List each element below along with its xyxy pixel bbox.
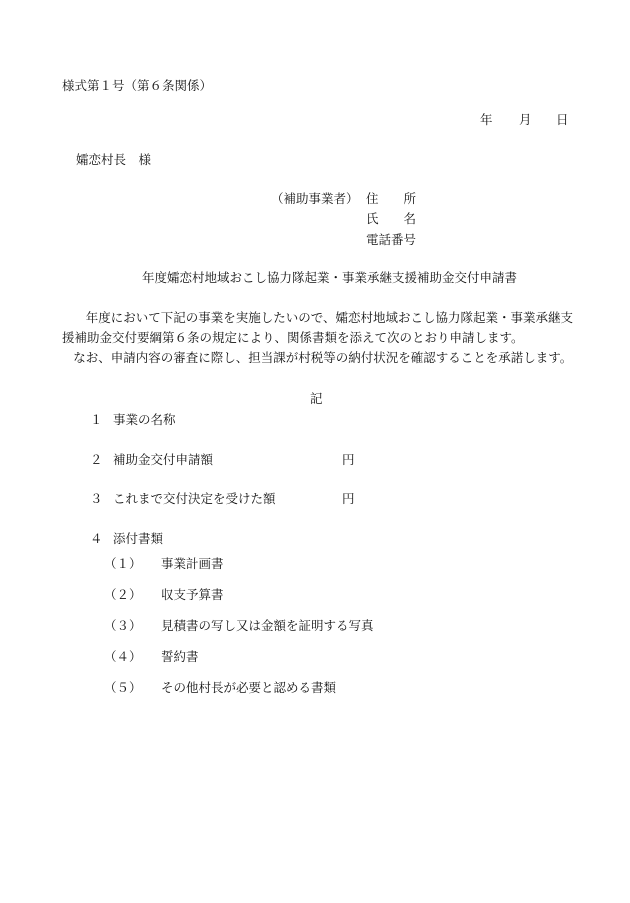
applicant-name-label: 氏 名 [366,211,417,226]
document-title: 年度孀恋村地域おこし協力隊起業・事業承継支援補助金交付申請書 [142,270,518,285]
body-paragraph-2: なお、申請内容の審査に際し、担当課が村税等の納付状況を確認することを承諾します。 [73,350,573,365]
item-label: 補助金交付申請額 [113,452,214,467]
applicant-address-label: 住 所 [366,191,417,206]
attachment-label: 誓約書 [161,649,199,664]
item-label: これまで交付決定を受けた額 [113,491,276,506]
date-year: 年 [480,112,493,127]
applicant-label: （補助事業者） [271,191,359,206]
ki-heading: 記 [310,391,323,406]
attachment-label: 見積書の写し又は金額を証明する写真 [161,618,374,633]
attachment-number: （２） [104,587,142,602]
item-number: ２ [90,452,103,467]
item-unit: 円 [342,452,355,467]
applicant-phone-label: 電話番号 [366,232,417,247]
item-number: ４ [90,531,103,546]
attachment-label: その他村長が必要と認める書類 [161,680,337,695]
attachment-number: （４） [104,649,142,664]
form-number: 様式第１号（第６条関係） [62,78,213,93]
item-number: ３ [90,491,103,506]
item-unit: 円 [342,491,355,506]
attachment-label: 事業計画書 [161,556,224,571]
attachment-label: 収支予算書 [161,587,224,602]
date-month: 月 [519,112,532,127]
item-label: 事業の名称 [113,412,176,427]
addressee: 孀恋村長 様 [76,152,152,167]
attachment-number: （１） [104,556,142,571]
body-paragraph-1: 年度において下記の事業を実施したいので、孀恋村地域おこし協力隊起業・事業承継支援補助金交付要綱第６条の規定により、関係書類を添えて次のとおり申請します。 [62,310,574,345]
item-number: １ [90,412,103,427]
item-label: 添付書類 [113,531,164,546]
body-text [62,308,582,368]
attachment-number: （３） [104,618,142,633]
attachment-number: （５） [104,680,142,695]
date-day: 日 [556,112,569,127]
